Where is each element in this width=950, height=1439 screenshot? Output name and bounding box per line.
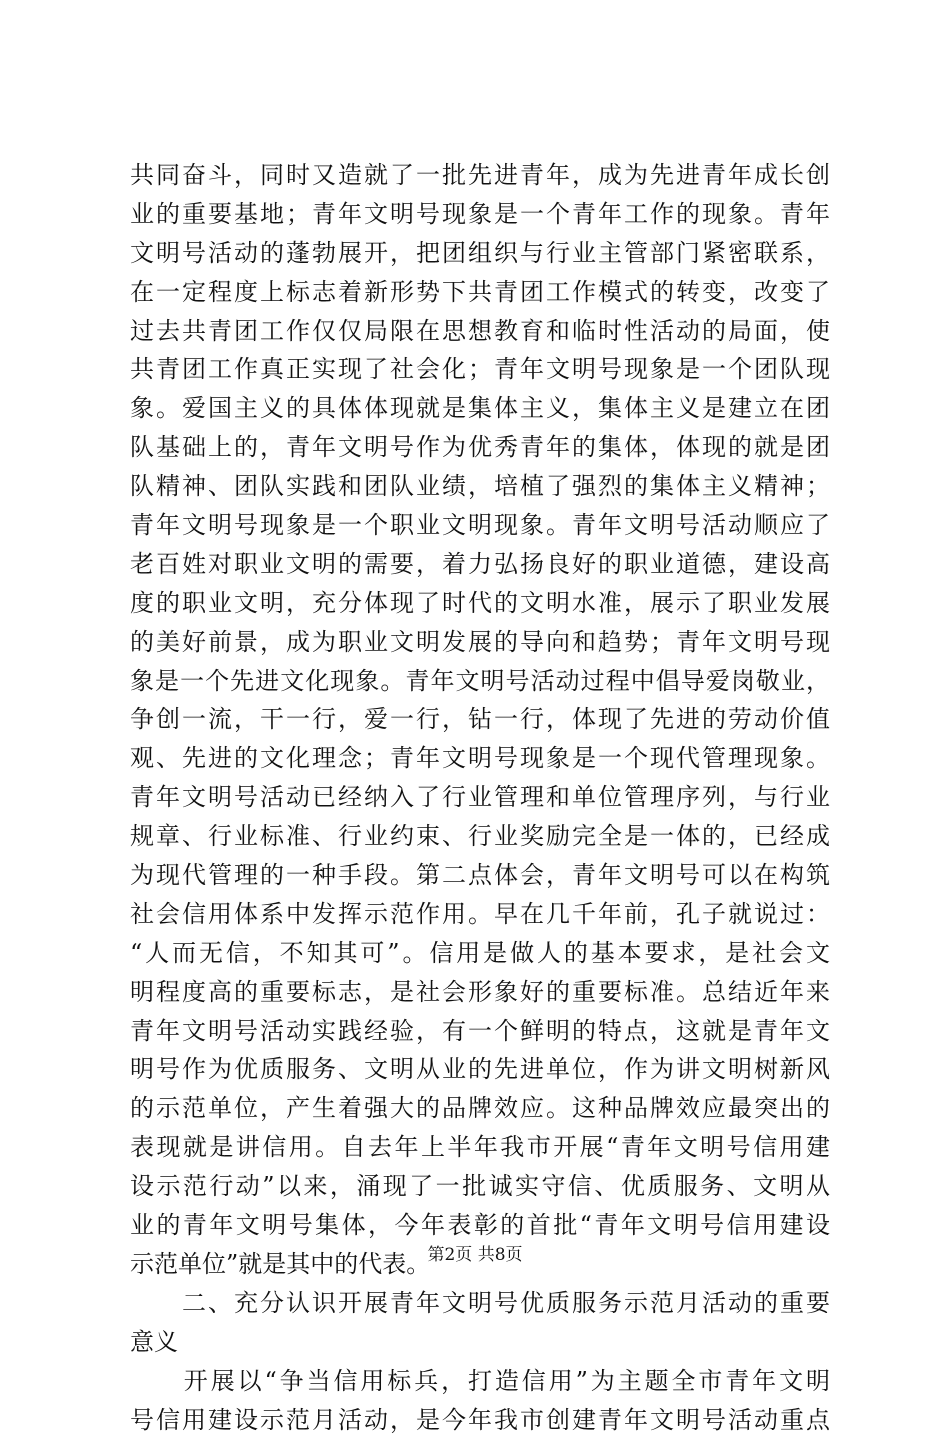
text-line: 队精神、团队实践和团队业绩，培植了强烈的集体主义精神； — [130, 467, 830, 506]
text-line: 队基础上的，青年文明号作为优秀青年的集体，体现的就是团 — [130, 428, 830, 467]
text-line: 青年文明号现象是一个职业文明现象。青年文明号活动顺应了 — [130, 506, 830, 545]
text-line: 象。爱国主义的具体体现就是集体主义，集体主义是建立在团 — [130, 389, 830, 428]
text-line: 老百姓对职业文明的需要，着力弘扬良好的职业道德，建设高 — [130, 545, 830, 584]
text-line: 度的职业文明，充分体现了时代的文明水准，展示了职业发展 — [130, 584, 830, 623]
text-line: 规章、行业标准、行业约束、行业奖励完全是一体的，已经成 — [130, 817, 830, 856]
text-line: 业的重要基地；青年文明号现象是一个青年工作的现象。青年 — [130, 195, 830, 234]
text-line: 青年文明号活动实践经验，有一个鲜明的特点，这就是青年文 — [130, 1012, 830, 1051]
text-line: 在一定程度上标志着新形势下共青团工作模式的转变，改变了 — [130, 273, 830, 312]
text-line: 象是一个先进文化现象。青年文明号活动过程中倡导爱岗敬业， — [130, 662, 830, 701]
text-line: 文明号活动的蓬勃展开，把团组织与行业主管部门紧密联系， — [130, 234, 830, 273]
text-line: 共青团工作真正实现了社会化；青年文明号现象是一个团队现 — [130, 350, 830, 389]
text-line: 号信用建设示范月活动，是今年我市创建青年文明号活动重点 — [130, 1401, 830, 1439]
text-line: 过去共青团工作仅仅局限在思想教育和临时性活动的局面，使 — [130, 312, 830, 351]
text-line: “人而无信，不知其可”。信用是做人的基本要求，是社会文 — [130, 934, 830, 973]
text-line: 共同奋斗，同时又造就了一批先进青年，成为先进青年成长创 — [130, 156, 830, 195]
text-line: 明程度高的重要标志，是社会形象好的重要标准。总结近年来 — [130, 973, 830, 1012]
text-line: 为现代管理的一种手段。第二点体会，青年文明号可以在构筑 — [130, 856, 830, 895]
text-line: 社会信用体系中发挥示范作用。早在几千年前，孔子就说过： — [130, 895, 830, 934]
text-line: 观、先进的文化理念；青年文明号现象是一个现代管理现象。 — [130, 739, 830, 778]
text-line: 业的青年文明号集体，今年表彰的首批“青年文明号信用建设 — [130, 1206, 830, 1245]
text-line: 设示范行动”以来，涌现了一批诚实守信、优质服务、文明从 — [130, 1167, 830, 1206]
text-line: 示范单位”就是其中的代表。 — [130, 1245, 830, 1284]
text-line: 青年文明号活动已经纳入了行业管理和单位管理序列，与行业 — [130, 778, 830, 817]
text-line: 的美好前景，成为职业文明发展的导向和趋势；青年文明号现 — [130, 623, 830, 662]
text-line: 意义 — [130, 1323, 830, 1362]
text-line: 表现就是讲信用。自去年上半年我市开展“青年文明号信用建 — [130, 1128, 830, 1167]
text-line: 的示范单位，产生着强大的品牌效应。这种品牌效应最突出的 — [130, 1089, 830, 1128]
text-line: 二、充分认识开展青年文明号优质服务示范月活动的重要 — [130, 1284, 830, 1323]
text-line: 争创一流，干一行，爱一行，钻一行，体现了先进的劳动价值 — [130, 700, 830, 739]
text-line: 明号作为优质服务、文明从业的先进单位，作为讲文明树新风 — [130, 1050, 830, 1089]
text-line: 开展以“争当信用标兵，打造信用”为主题全市青年文明 — [130, 1362, 830, 1401]
page-footer: 第2页 共8页 — [0, 1243, 950, 1267]
